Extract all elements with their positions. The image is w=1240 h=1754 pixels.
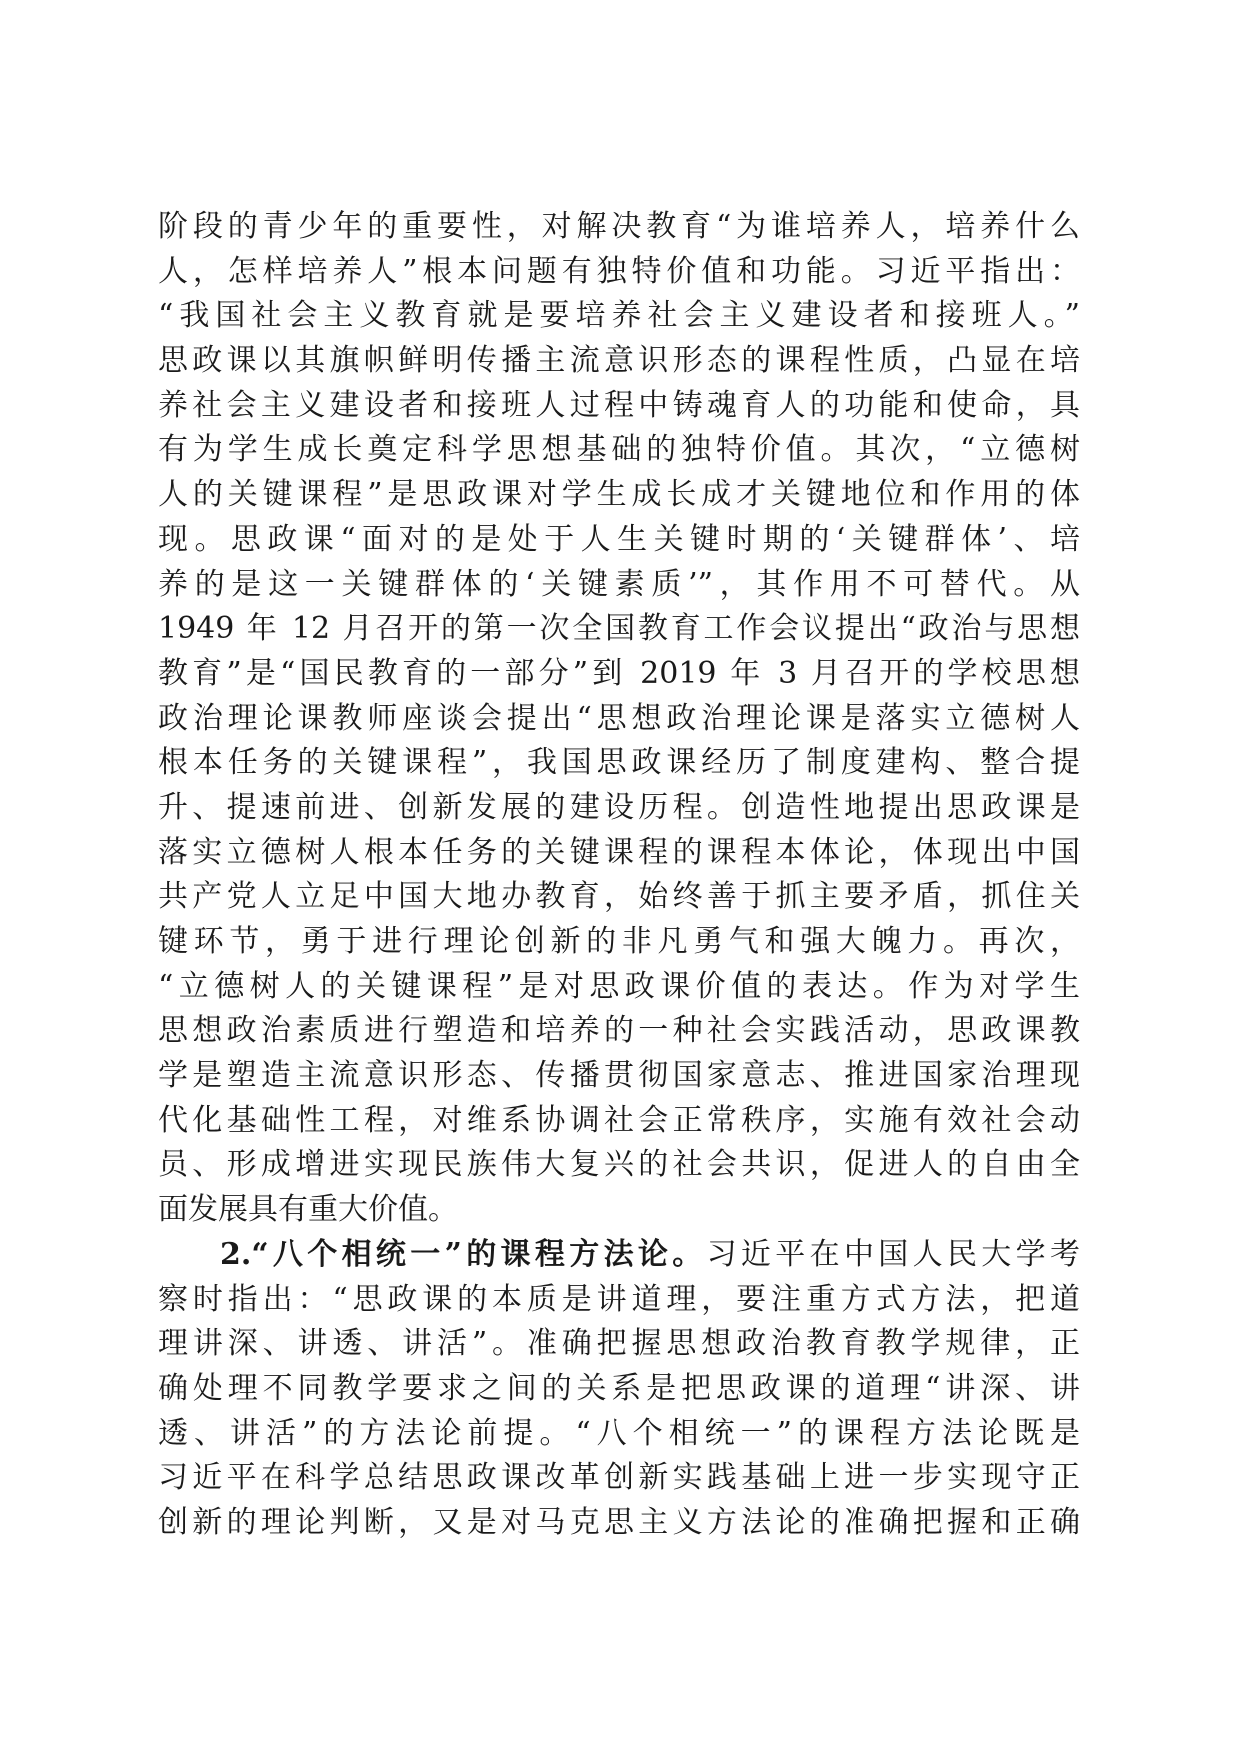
text-line: “立德树人的关键课程”是对思政课价值的表达。作为对学生 (158, 968, 1080, 1004)
text-line: 人的关键课程”是思政课对学生成长成才关键地位和作用的体 (158, 477, 1080, 513)
text-line: 员、形成增进实现民族伟大复兴的社会共识，促进人的自由全 (158, 1147, 1080, 1183)
text-line: 养的是这一关键群体的‘关键素质’”，其作用不可替代。从 (158, 566, 1080, 602)
text-line: 1949 年 12 月召开的第一次全国教育工作会议提出“政治与思想 (158, 611, 1080, 647)
text-line: 升、提速前进、创新发展的建设历程。创造性地提出思政课是 (158, 789, 1080, 825)
text-line: 确处理不同教学要求之间的关系是把思政课的道理“讲深、讲 (158, 1370, 1080, 1406)
text-line: 学是塑造主流意识形态、传播贯彻国家意志、推进国家治理现 (158, 1058, 1080, 1094)
text-line: 有为学生成长奠定科学思想基础的独特价值。其次，“立德树 (158, 432, 1080, 468)
body-text (158, 205, 1080, 1546)
text-line: 阶段的青少年的重要性，对解决教育“为谁培养人，培养什么 (158, 209, 1080, 244)
text-line: 根本任务的关键课程”，我国思政课经历了制度建构、整合提 (158, 745, 1080, 781)
text-line: 人，怎样培养人”根本问题有独特价值和功能。习近平指出： (158, 253, 1080, 289)
text-line: 代化基础性工程，对维系协调社会正常秩序，实施有效社会动 (158, 1102, 1080, 1138)
paragraph-2-first-line (158, 1233, 1080, 1278)
text-line: 共产党人立足中国大地办教育，始终善于抓主要矛盾，抓住关 (158, 879, 1080, 915)
paragraph-1 (158, 205, 1080, 1233)
paragraph-2 (158, 1233, 1080, 1546)
text-line: “我国社会主义教育就是要培养社会主义建设者和接班人。” (158, 298, 1080, 334)
text-line: 察时指出：“思政课的本质是讲道理，要注重方式方法，把道 (158, 1281, 1080, 1317)
text-line: 键环节，勇于进行理论创新的非凡勇气和强大魄力。再次， (158, 924, 1080, 959)
text-line: 思想政治素质进行塑造和培养的一种社会实践活动，思政课教 (158, 1013, 1080, 1049)
text-line: 理讲深、讲透、讲活”。准确把握思想政治教育教学规律，正 (158, 1326, 1080, 1362)
section-heading: 2.“八个相统一”的课程方法论。 (220, 1236, 707, 1272)
text-line: 落实立德树人根本任务的关键课程的课程本体论，体现出中国 (158, 834, 1080, 870)
text-run: 习近平在中国人民大学考 (706, 1236, 1080, 1272)
text-line: 习近平在科学总结思政课改革创新实践基础上进一步实现守正 (158, 1460, 1080, 1496)
text-line: 政治理论课教师座谈会提出“思想政治理论课是落实立德树人 (158, 700, 1080, 736)
text-line: 面发展具有重大价值。 (158, 1192, 458, 1228)
text-line: 教育”是“国民教育的一部分”到 2019 年 3 月召开的学校思想 (158, 655, 1080, 691)
text-line: 养社会主义建设者和接班人过程中铸魂育人的功能和使命，具 (158, 387, 1080, 423)
text-line: 思政课以其旗帜鲜明传播主流意识形态的课程性质，凸显在培 (158, 343, 1080, 379)
text-line: 透、讲活”的方法论前提。“八个相统一”的课程方法论既是 (158, 1415, 1080, 1451)
text-line: 现。思政课“面对的是处于人生关键时期的‘关键群体’、培 (158, 521, 1080, 557)
text-line: 创新的理论判断，又是对马克思主义方法论的准确把握和正确 (158, 1504, 1080, 1540)
